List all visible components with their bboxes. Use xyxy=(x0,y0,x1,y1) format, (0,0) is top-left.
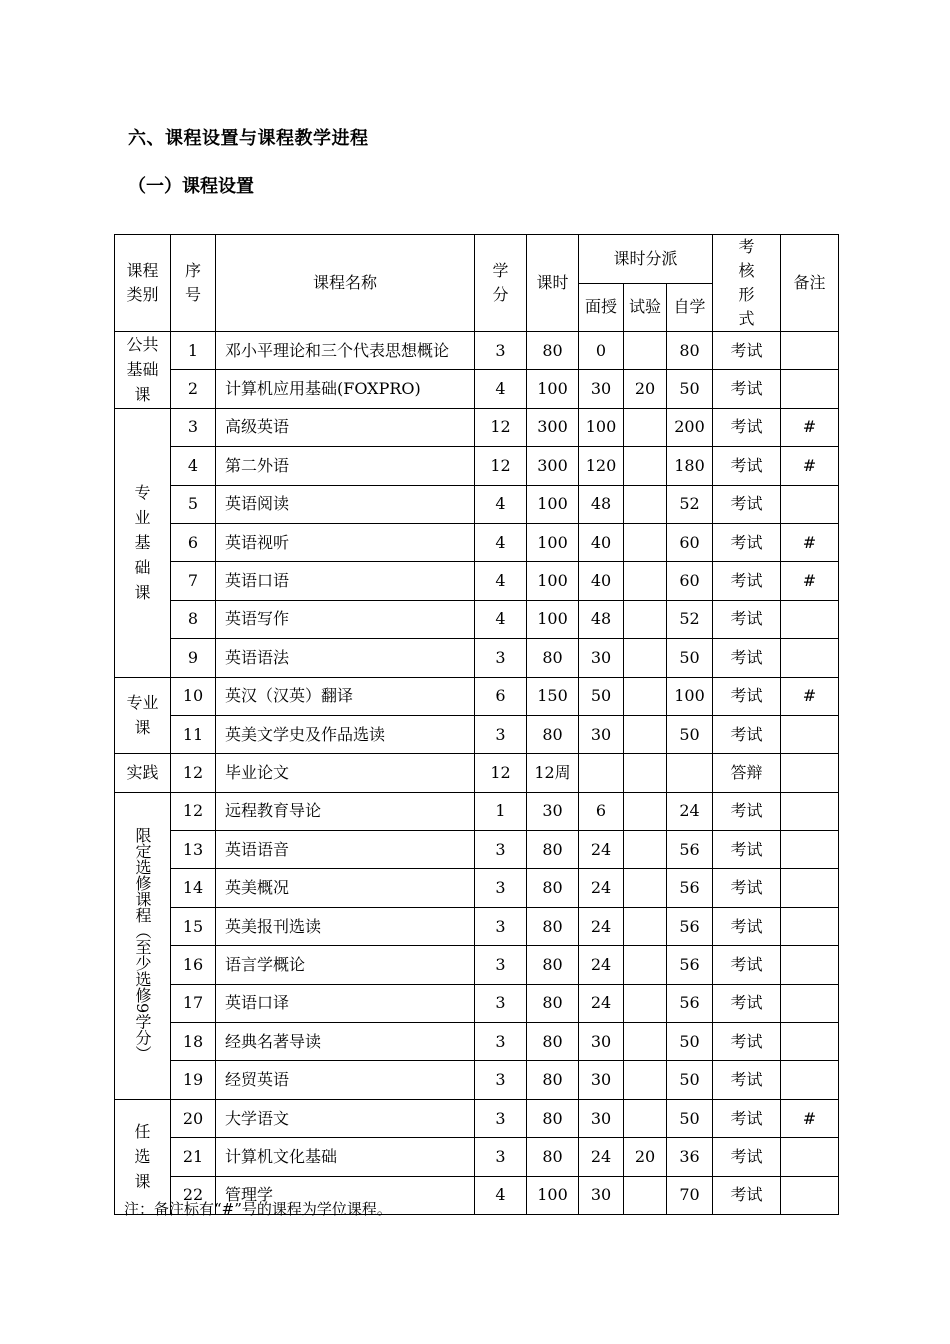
lecture-cell: 48 xyxy=(579,485,624,523)
course-name-cell: 计算机应用基础(FOXPRO) xyxy=(216,370,475,408)
lecture-cell: 30 xyxy=(579,370,624,408)
credit-cell: 3 xyxy=(475,639,527,677)
course-name-cell: 邓小平理论和三个代表思想概论 xyxy=(216,332,475,370)
lab-cell xyxy=(624,869,667,907)
table-row xyxy=(115,408,839,446)
header-hours: 课时 xyxy=(527,235,579,332)
seq-cell: 21 xyxy=(171,1138,216,1176)
self-cell: 180 xyxy=(667,447,713,485)
remark-cell: # xyxy=(781,447,839,485)
lab-cell xyxy=(624,754,667,792)
self-cell: 80 xyxy=(667,332,713,370)
lecture-cell: 120 xyxy=(579,447,624,485)
remark-cell xyxy=(781,984,839,1022)
credit-cell: 3 xyxy=(475,831,527,869)
seq-cell: 18 xyxy=(171,1023,216,1061)
course-name-cell: 英语口语 xyxy=(216,562,475,600)
lecture-cell: 100 xyxy=(579,408,624,446)
course-name-cell: 英语口译 xyxy=(216,984,475,1022)
exam-cell: 答辩 xyxy=(713,754,781,792)
lecture-cell: 30 xyxy=(579,1099,624,1137)
category-label: 限定选修课程（至少选修9学分） xyxy=(133,827,152,1062)
lecture-cell: 30 xyxy=(579,639,624,677)
self-cell: 56 xyxy=(667,907,713,945)
course-name-cell: 英语阅读 xyxy=(216,485,475,523)
header-seq: 序号 xyxy=(171,235,216,332)
table-row xyxy=(115,984,839,1022)
seq-cell: 13 xyxy=(171,831,216,869)
self-cell: 70 xyxy=(667,1176,713,1214)
remark-cell xyxy=(781,869,839,907)
table-row xyxy=(115,1023,839,1061)
course-name-cell: 英汉（汉英）翻译 xyxy=(216,677,475,715)
credit-cell: 4 xyxy=(475,562,527,600)
seq-cell: 1 xyxy=(171,332,216,370)
course-name-cell: 毕业论文 xyxy=(216,754,475,792)
table-row xyxy=(115,715,839,753)
credit-cell: 3 xyxy=(475,332,527,370)
header-lab: 试验 xyxy=(624,283,667,332)
lecture-cell: 24 xyxy=(579,1138,624,1176)
hours-cell: 100 xyxy=(527,370,579,408)
lab-cell xyxy=(624,1176,667,1214)
course-name-cell: 英语写作 xyxy=(216,600,475,638)
exam-cell: 考试 xyxy=(713,869,781,907)
course-name-cell: 英语视听 xyxy=(216,523,475,561)
exam-cell: 考试 xyxy=(713,485,781,523)
header-name: 课程名称 xyxy=(216,235,475,332)
remark-cell xyxy=(781,332,839,370)
exam-cell: 考试 xyxy=(713,946,781,984)
credit-cell: 4 xyxy=(475,370,527,408)
remark-cell xyxy=(781,639,839,677)
lab-cell xyxy=(624,1061,667,1099)
credit-cell: 12 xyxy=(475,447,527,485)
exam-cell: 考试 xyxy=(713,408,781,446)
seq-cell: 5 xyxy=(171,485,216,523)
lecture-cell: 24 xyxy=(579,869,624,907)
hours-cell: 80 xyxy=(527,1023,579,1061)
credit-cell: 4 xyxy=(475,485,527,523)
exam-cell: 考试 xyxy=(713,370,781,408)
self-cell xyxy=(667,754,713,792)
table-row xyxy=(115,447,839,485)
credit-cell: 4 xyxy=(475,523,527,561)
seq-cell: 2 xyxy=(171,370,216,408)
self-cell: 50 xyxy=(667,370,713,408)
hours-cell: 80 xyxy=(527,907,579,945)
remark-cell: # xyxy=(781,408,839,446)
self-cell: 56 xyxy=(667,831,713,869)
lab-cell xyxy=(624,792,667,830)
credit-cell: 3 xyxy=(475,1023,527,1061)
exam-cell: 考试 xyxy=(713,1176,781,1214)
hours-cell: 80 xyxy=(527,984,579,1022)
remark-cell: # xyxy=(781,677,839,715)
seq-cell: 16 xyxy=(171,946,216,984)
self-cell: 36 xyxy=(667,1138,713,1176)
course-name-cell: 管理学 xyxy=(216,1176,475,1214)
hours-cell: 100 xyxy=(527,485,579,523)
lecture-cell: 40 xyxy=(579,523,624,561)
exam-cell: 考试 xyxy=(713,831,781,869)
self-cell: 50 xyxy=(667,1099,713,1137)
exam-cell: 考试 xyxy=(713,600,781,638)
remark-cell xyxy=(781,1176,839,1214)
exam-cell: 考试 xyxy=(713,1061,781,1099)
hours-cell: 80 xyxy=(527,946,579,984)
category-cell: 实践 xyxy=(115,754,171,792)
remark-cell xyxy=(781,792,839,830)
exam-cell: 考试 xyxy=(713,1023,781,1061)
section-heading: 六、课程设置与课程教学进程 xyxy=(128,128,369,149)
lab-cell: 20 xyxy=(624,370,667,408)
remark-cell xyxy=(781,1023,839,1061)
lab-cell xyxy=(624,639,667,677)
lab-cell xyxy=(624,907,667,945)
course-table-body xyxy=(115,332,839,1215)
hours-cell: 12周 xyxy=(527,754,579,792)
category-cell: 专业课 xyxy=(115,677,171,754)
hours-cell: 80 xyxy=(527,332,579,370)
credit-cell: 4 xyxy=(475,1176,527,1214)
hours-cell: 100 xyxy=(527,523,579,561)
header-exam: 考核形式 xyxy=(713,235,781,332)
seq-cell: 10 xyxy=(171,677,216,715)
self-cell: 56 xyxy=(667,869,713,907)
hours-cell: 80 xyxy=(527,1099,579,1137)
remark-cell xyxy=(781,485,839,523)
self-cell: 50 xyxy=(667,639,713,677)
lecture-cell: 30 xyxy=(579,715,624,753)
course-name-cell: 英语语音 xyxy=(216,831,475,869)
lecture-cell: 48 xyxy=(579,600,624,638)
seq-cell: 7 xyxy=(171,562,216,600)
course-name-cell: 英美报刊选读 xyxy=(216,907,475,945)
lab-cell xyxy=(624,523,667,561)
seq-cell: 19 xyxy=(171,1061,216,1099)
self-cell: 52 xyxy=(667,485,713,523)
credit-cell: 1 xyxy=(475,792,527,830)
remark-cell xyxy=(781,831,839,869)
course-name-cell: 经典名著导读 xyxy=(216,1023,475,1061)
header-credit: 学分 xyxy=(475,235,527,332)
hours-cell: 100 xyxy=(527,562,579,600)
remark-cell xyxy=(781,1061,839,1099)
table-row xyxy=(115,600,839,638)
table-row xyxy=(115,332,839,370)
course-name-cell: 语言学概论 xyxy=(216,946,475,984)
course-name-cell: 第二外语 xyxy=(216,447,475,485)
remark-cell: # xyxy=(781,523,839,561)
self-cell: 52 xyxy=(667,600,713,638)
table-row xyxy=(115,1138,839,1176)
lecture-cell: 30 xyxy=(579,1061,624,1099)
self-cell: 60 xyxy=(667,562,713,600)
exam-cell: 考试 xyxy=(713,907,781,945)
remark-cell xyxy=(781,1138,839,1176)
remark-cell xyxy=(781,715,839,753)
exam-cell: 考试 xyxy=(713,984,781,1022)
hours-cell: 300 xyxy=(527,408,579,446)
course-name-cell: 经贸英语 xyxy=(216,1061,475,1099)
lecture-cell: 24 xyxy=(579,831,624,869)
exam-cell: 考试 xyxy=(713,677,781,715)
lecture-cell: 24 xyxy=(579,907,624,945)
lecture-cell: 6 xyxy=(579,792,624,830)
exam-cell: 考试 xyxy=(713,447,781,485)
table-row xyxy=(115,1061,839,1099)
credit-cell: 3 xyxy=(475,1061,527,1099)
course-name-cell: 英美文学史及作品选读 xyxy=(216,715,475,753)
remark-cell: # xyxy=(781,1099,839,1137)
remark-cell xyxy=(781,754,839,792)
table-row xyxy=(115,792,839,830)
hours-cell: 150 xyxy=(527,677,579,715)
course-name-cell: 英美概况 xyxy=(216,869,475,907)
course-table xyxy=(114,234,839,1215)
credit-cell: 3 xyxy=(475,946,527,984)
remark-cell xyxy=(781,600,839,638)
lab-cell xyxy=(624,332,667,370)
self-cell: 56 xyxy=(667,984,713,1022)
lab-cell xyxy=(624,408,667,446)
header-remark: 备注 xyxy=(781,235,839,332)
exam-cell: 考试 xyxy=(713,562,781,600)
seq-cell: 3 xyxy=(171,408,216,446)
remark-cell: # xyxy=(781,562,839,600)
seq-cell: 15 xyxy=(171,907,216,945)
credit-cell: 3 xyxy=(475,984,527,1022)
credit-cell: 3 xyxy=(475,715,527,753)
seq-cell: 12 xyxy=(171,792,216,830)
hours-cell: 80 xyxy=(527,715,579,753)
course-name-cell: 英语语法 xyxy=(216,639,475,677)
category-cell: 任选课 xyxy=(115,1099,171,1214)
seq-cell: 8 xyxy=(171,600,216,638)
header-self: 自学 xyxy=(667,283,713,332)
lab-cell xyxy=(624,1099,667,1137)
seq-cell: 6 xyxy=(171,523,216,561)
self-cell: 50 xyxy=(667,715,713,753)
lecture-cell: 50 xyxy=(579,677,624,715)
table-row xyxy=(115,677,839,715)
category-cell xyxy=(115,792,171,1099)
seq-cell: 9 xyxy=(171,639,216,677)
lecture-cell: 30 xyxy=(579,1023,624,1061)
header-lecture: 面授 xyxy=(579,283,624,332)
credit-cell: 3 xyxy=(475,907,527,945)
table-row xyxy=(115,831,839,869)
table-row xyxy=(115,639,839,677)
exam-cell: 考试 xyxy=(713,1099,781,1137)
self-cell: 60 xyxy=(667,523,713,561)
lecture-cell: 0 xyxy=(579,332,624,370)
credit-cell: 12 xyxy=(475,754,527,792)
category-cell: 专业基础课 xyxy=(115,408,171,677)
hours-cell: 80 xyxy=(527,1138,579,1176)
table-row xyxy=(115,754,839,792)
course-name-cell: 高级英语 xyxy=(216,408,475,446)
credit-cell: 3 xyxy=(475,1138,527,1176)
lab-cell xyxy=(624,715,667,753)
self-cell: 50 xyxy=(667,1023,713,1061)
exam-cell: 考试 xyxy=(713,639,781,677)
hours-cell: 100 xyxy=(527,1176,579,1214)
hours-cell: 300 xyxy=(527,447,579,485)
exam-cell: 考试 xyxy=(713,792,781,830)
hours-cell: 80 xyxy=(527,831,579,869)
hours-cell: 80 xyxy=(527,869,579,907)
self-cell: 200 xyxy=(667,408,713,446)
seq-cell: 20 xyxy=(171,1099,216,1137)
credit-cell: 6 xyxy=(475,677,527,715)
lab-cell xyxy=(624,831,667,869)
table-row xyxy=(115,1099,839,1137)
lab-cell xyxy=(624,677,667,715)
lab-cell xyxy=(624,984,667,1022)
self-cell: 50 xyxy=(667,1061,713,1099)
hours-cell: 80 xyxy=(527,639,579,677)
hours-cell: 30 xyxy=(527,792,579,830)
seq-cell: 22 xyxy=(171,1176,216,1214)
table-row xyxy=(115,562,839,600)
lab-cell: 20 xyxy=(624,1138,667,1176)
remark-cell xyxy=(781,370,839,408)
self-cell: 24 xyxy=(667,792,713,830)
exam-cell: 考试 xyxy=(713,332,781,370)
table-row xyxy=(115,946,839,984)
exam-cell: 考试 xyxy=(713,1138,781,1176)
course-name-cell: 大学语文 xyxy=(216,1099,475,1137)
lab-cell xyxy=(624,485,667,523)
lab-cell xyxy=(624,447,667,485)
hours-cell: 80 xyxy=(527,1061,579,1099)
table-row xyxy=(115,869,839,907)
subsection-heading: （一）课程设置 xyxy=(128,176,254,197)
lecture-cell: 30 xyxy=(579,1176,624,1214)
credit-cell: 3 xyxy=(475,1099,527,1137)
table-row xyxy=(115,523,839,561)
header-hours-split: 课时分派 xyxy=(579,235,713,284)
self-cell: 56 xyxy=(667,946,713,984)
category-cell: 公共基础课 xyxy=(115,332,171,409)
lecture-cell: 24 xyxy=(579,984,624,1022)
lab-cell xyxy=(624,562,667,600)
self-cell: 100 xyxy=(667,677,713,715)
hours-cell: 100 xyxy=(527,600,579,638)
seq-cell: 11 xyxy=(171,715,216,753)
lab-cell xyxy=(624,1023,667,1061)
course-name-cell: 远程教育导论 xyxy=(216,792,475,830)
table-row xyxy=(115,907,839,945)
credit-cell: 3 xyxy=(475,869,527,907)
lecture-cell xyxy=(579,754,624,792)
table-row xyxy=(115,370,839,408)
footnote: 注：备注标有“#”号的课程为学位课程。 xyxy=(124,1200,392,1218)
lecture-cell: 24 xyxy=(579,946,624,984)
credit-cell: 4 xyxy=(475,600,527,638)
seq-cell: 17 xyxy=(171,984,216,1022)
remark-cell xyxy=(781,946,839,984)
remark-cell xyxy=(781,907,839,945)
lab-cell xyxy=(624,600,667,638)
table-row xyxy=(115,485,839,523)
exam-cell: 考试 xyxy=(713,715,781,753)
seq-cell: 4 xyxy=(171,447,216,485)
credit-cell: 12 xyxy=(475,408,527,446)
exam-cell: 考试 xyxy=(713,523,781,561)
course-name-cell: 计算机文化基础 xyxy=(216,1138,475,1176)
header-category: 课程类别 xyxy=(115,235,171,332)
lab-cell xyxy=(624,946,667,984)
seq-cell: 12 xyxy=(171,754,216,792)
seq-cell: 14 xyxy=(171,869,216,907)
lecture-cell: 40 xyxy=(579,562,624,600)
